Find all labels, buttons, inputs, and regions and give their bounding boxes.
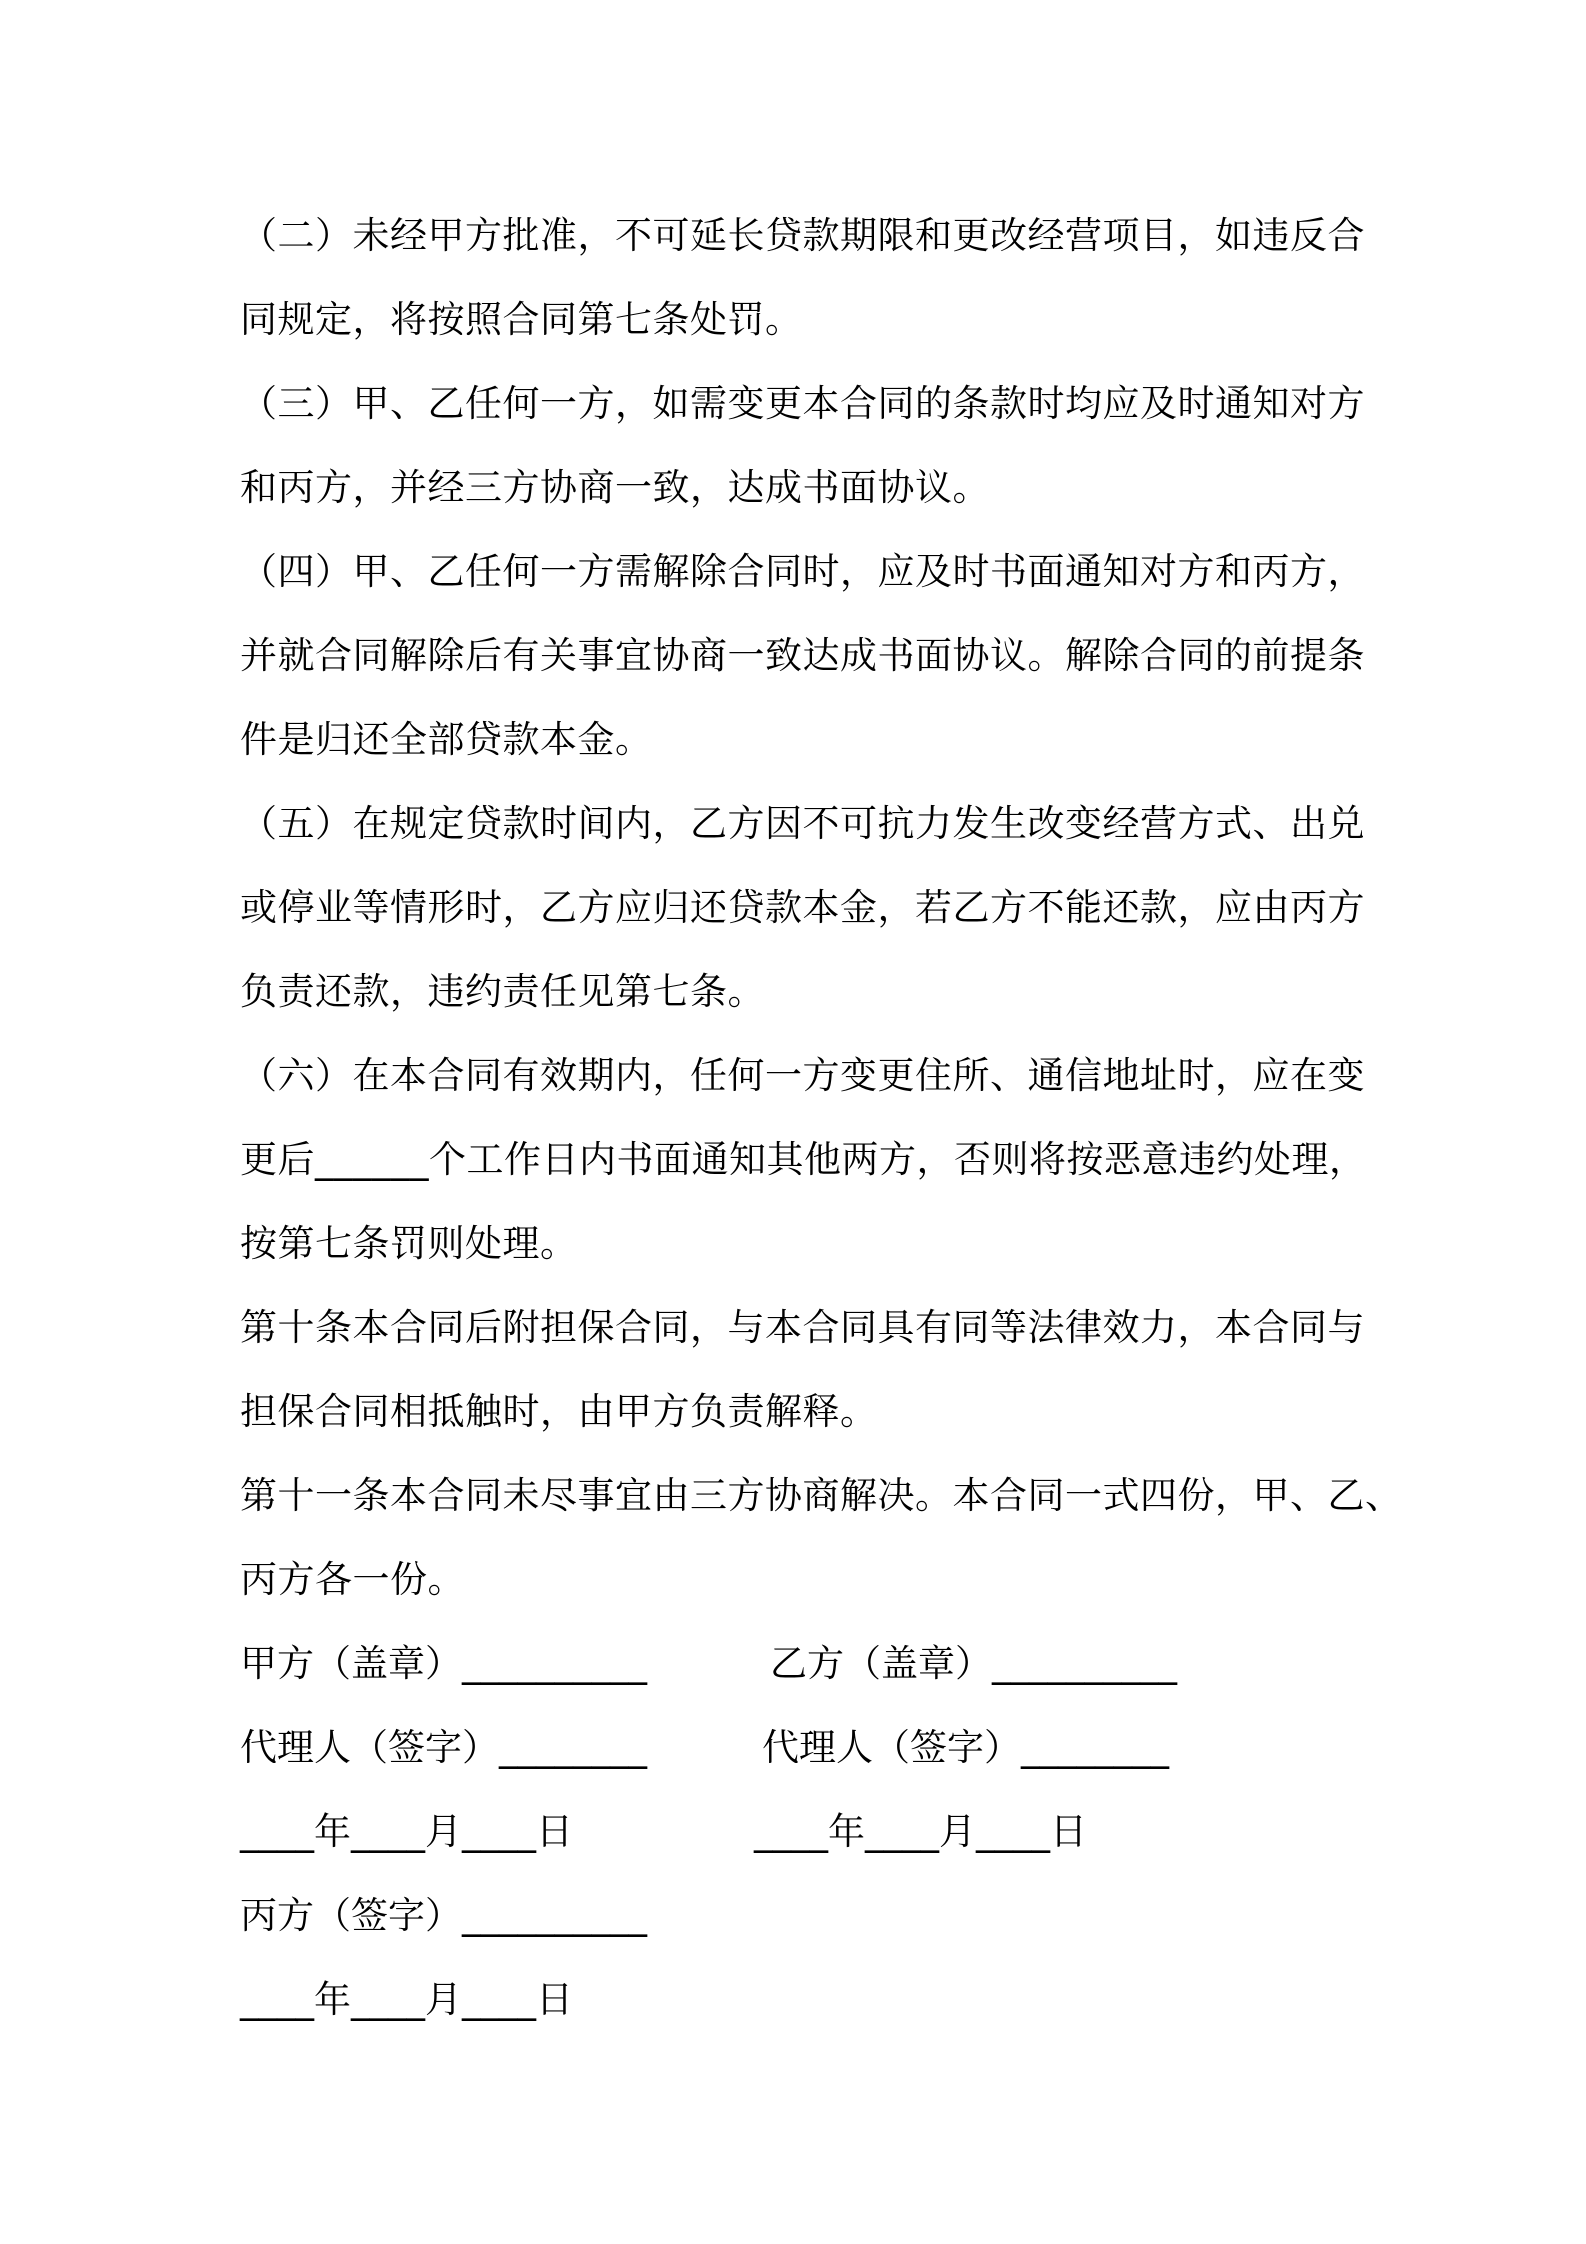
clause-5-line-2: 或停业等情形时，乙方应归还贷款本金，若乙方不能还款，应由丙方 bbox=[240, 886, 1365, 929]
contract-body bbox=[240, 194, 1403, 2042]
clause-3-line-2: 和丙方，并经三方协商一致，达成书面协议。 bbox=[240, 466, 990, 509]
clause-3-line-1: （三）甲、乙任何一方，如需变更本合同的条款时均应及时通知对方 bbox=[240, 382, 1365, 425]
clause-6-line-1: （六）在本合同有效期内，任何一方变更住所、通信地址时，应在变 bbox=[240, 1054, 1365, 1097]
signature-row-party-c bbox=[240, 1874, 1370, 1958]
article-10-line-1: 第十条本合同后附担保合同，与本合同具有同等法律效力，本合同与 bbox=[240, 1306, 1365, 1349]
clause-5-line-1: （五）在规定贷款时间内，乙方因不可抗力发生改变经营方式、出兑 bbox=[240, 802, 1365, 845]
article-11-line-1: 第十一条本合同未尽事宜由三方协商解决。本合同一式四份，甲、乙、 bbox=[240, 1474, 1403, 1517]
date-b-field: ____年____月____日 bbox=[754, 1810, 1087, 1853]
signature-row-date-c bbox=[240, 1958, 1370, 2042]
signature-row-seal bbox=[240, 1622, 1370, 1706]
clause-5-line-3: 负责还款，违约责任见第七条。 bbox=[240, 970, 765, 1013]
clause-4-line-1: （四）甲、乙任何一方需解除合同时，应及时书面通知对方和丙方， bbox=[240, 550, 1365, 593]
date-c-field: ____年____月____日 bbox=[240, 1978, 573, 2021]
date-a-field: ____年____月____日 bbox=[240, 1810, 573, 1853]
article-11-line-2: 丙方各一份。 bbox=[240, 1558, 465, 1601]
agent-b-signature-field: 代理人（签字）________ bbox=[762, 1726, 1169, 1769]
party-c-signature-field: 丙方（签字）__________ bbox=[240, 1894, 647, 1937]
clause-2-line-2: 同规定，将按照合同第七条处罚。 bbox=[240, 298, 803, 341]
clause-2-line-1: （二）未经甲方批准，不可延长贷款期限和更改经营项目，如违反合 bbox=[240, 214, 1365, 257]
clause-6-line-3: 按第七条罚则处理。 bbox=[240, 1222, 578, 1265]
party-b-seal-field: 乙方（盖章）__________ bbox=[770, 1642, 1177, 1685]
signature-row-agent bbox=[240, 1706, 1370, 1790]
clause-4-line-3: 件是归还全部贷款本金。 bbox=[240, 718, 653, 761]
party-a-seal-field: 甲方（盖章）__________ bbox=[240, 1642, 647, 1685]
clause-6-line-2: 更后______个工作日内书面通知其他两方，否则将按恶意违约处理， bbox=[240, 1138, 1367, 1181]
clause-4-line-2: 并就合同解除后有关事宜协商一致达成书面协议。解除合同的前提条 bbox=[240, 634, 1365, 677]
agent-a-signature-field: 代理人（签字）________ bbox=[240, 1726, 647, 1769]
signature-row-date bbox=[240, 1790, 1370, 1874]
article-10-line-2: 担保合同相抵触时，由甲方负责解释。 bbox=[240, 1390, 878, 1433]
